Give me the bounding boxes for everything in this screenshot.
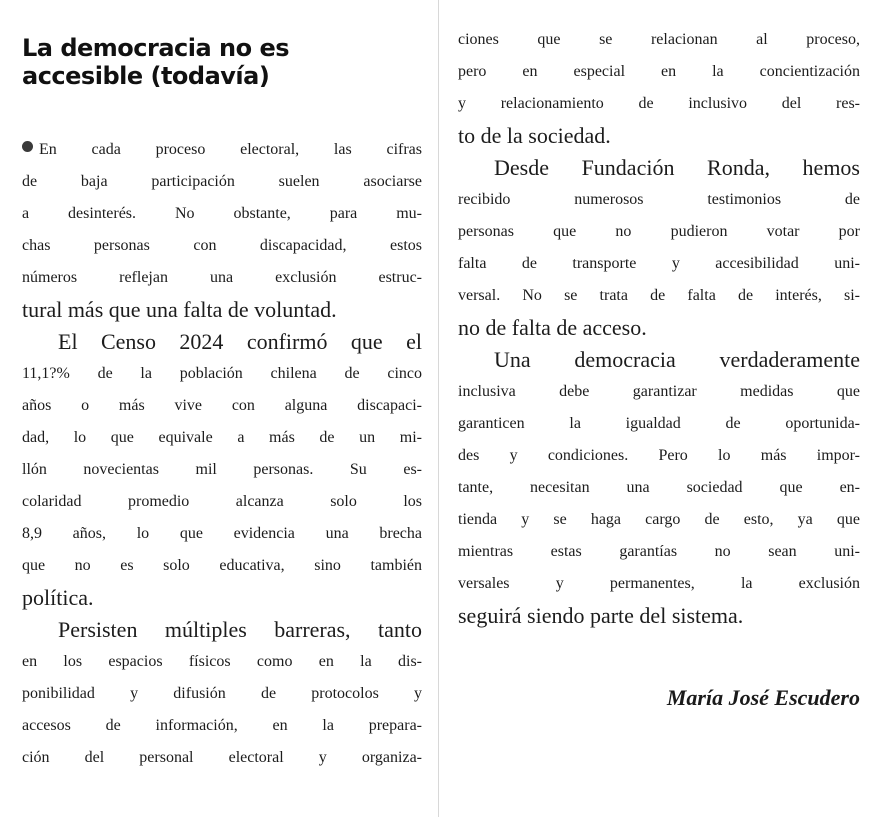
text-line: dad, lo que equivale a más de un mi- xyxy=(22,429,422,446)
text-line: to de la sociedad. xyxy=(458,123,611,148)
text-line: a desinterés. No obstante, para mu- xyxy=(22,205,422,222)
text-line: Persisten múltiples barreras, tanto xyxy=(58,617,422,642)
text-line: 11,1?% de la población chilena de cinco xyxy=(22,365,422,382)
article-headline xyxy=(22,34,422,90)
text-line: llón novecientas mil personas. Su es- xyxy=(22,461,422,478)
text-line xyxy=(22,134,422,166)
text-line: Una democracia verdaderamente xyxy=(494,347,860,372)
text-line: tienda y se haga cargo de esto, ya que xyxy=(458,511,860,528)
text-line: personas que no pudieron votar por xyxy=(458,223,860,240)
text-line: 8,9 años, lo que evidencia una brecha xyxy=(22,525,422,542)
text-line: des y condiciones. Pero lo más impor- xyxy=(458,447,860,464)
text-line: recibido numerosos testimonios de xyxy=(458,191,860,208)
text-line: versales y permanentes, la exclusión xyxy=(458,575,860,592)
text-line: ponibilidad y difusión de protocolos y xyxy=(22,685,422,702)
text-line: tural más que una falta de voluntad. xyxy=(22,297,337,322)
text-line: tante, necesitan una sociedad que en- xyxy=(458,479,860,496)
text-line: y relacionamiento de inclusivo del res- xyxy=(458,95,860,112)
text-line: falta de transporte y accesibilidad uni- xyxy=(458,255,860,272)
headline-line-1: La democracia no es xyxy=(22,34,290,62)
bullet-icon xyxy=(22,141,33,152)
text-line: ciones que se relacionan al proceso, xyxy=(458,31,860,48)
text-line: de baja participación suelen asociarse xyxy=(22,173,422,190)
text-line: colaridad promedio alcanza solo los xyxy=(22,493,422,510)
headline-line-2: accesible (todavía) xyxy=(22,62,270,90)
right-column-body xyxy=(458,24,860,632)
text-line: no de falta de acceso. xyxy=(458,315,647,340)
text-line: en los espacios físicos como en la dis- xyxy=(22,653,422,670)
text-line: ción del personal electoral y organiza- xyxy=(22,749,422,766)
text-line: años o más vive con alguna discapaci- xyxy=(22,397,422,414)
text-line: El Censo 2024 confirmó que el xyxy=(58,329,422,354)
text-line: que no es solo educativa, sino también xyxy=(22,557,422,574)
text-line: seguirá siendo parte del sistema. xyxy=(458,603,744,628)
text-line: accesos de información, en la prepara- xyxy=(22,717,422,734)
text-line: mientras estas garantías no sean uni- xyxy=(458,543,860,560)
author-signature: María José Escudero xyxy=(666,685,860,710)
text-line-content: En cada proceso electoral, las cifras xyxy=(39,141,422,158)
text-line: política. xyxy=(22,585,94,610)
text-line: pero en especial en la concientización xyxy=(458,63,860,80)
text-line: inclusiva debe garantizar medidas que xyxy=(458,383,860,400)
text-line: números reflejan una exclusión estruc- xyxy=(22,269,422,286)
text-line: garanticen la igualdad de oportunida- xyxy=(458,415,860,432)
text-line: Desde Fundación Ronda, hemos xyxy=(494,155,860,180)
text-line: versal. No se trata de falta de interés, si- xyxy=(458,287,860,304)
left-column-body xyxy=(22,134,422,774)
text-line: chas personas con discapacidad, estos xyxy=(22,237,422,254)
column-divider xyxy=(438,0,439,817)
